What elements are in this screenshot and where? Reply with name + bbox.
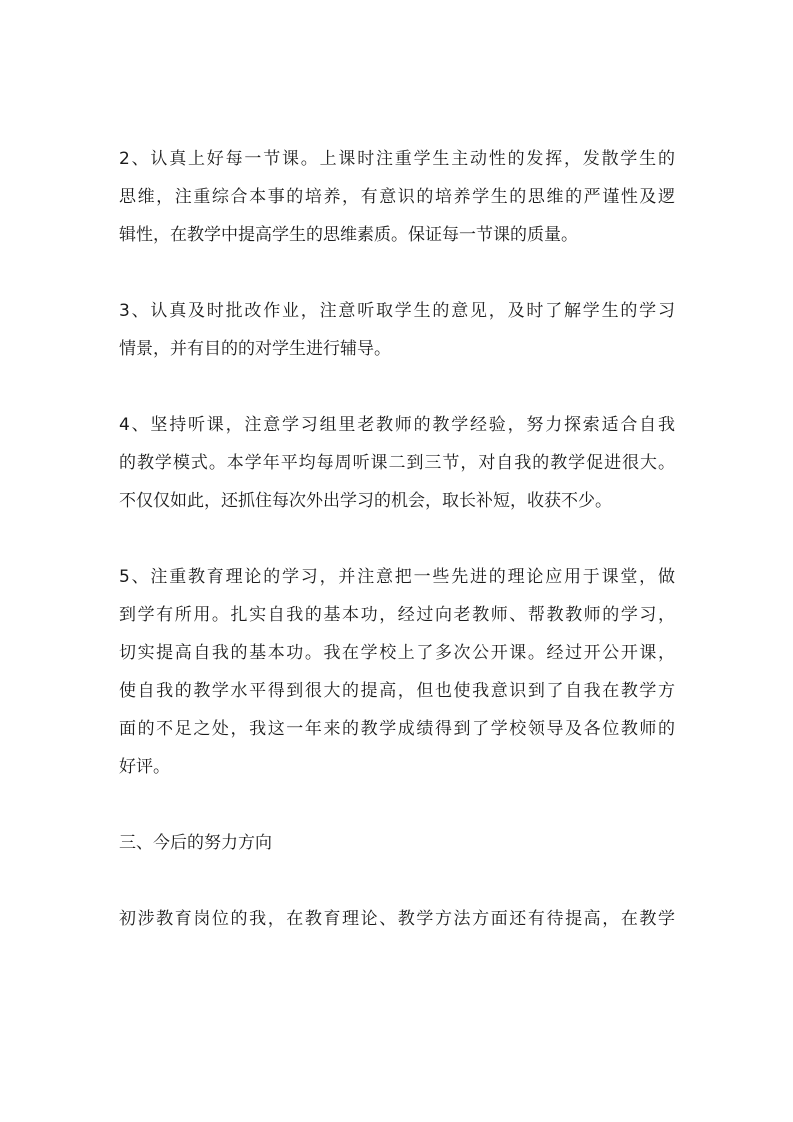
text-line: 的教学模式。本学年平均每周听课二到三节，对自我的教学促进很大。 (119, 453, 675, 473)
text-line: 4、坚持听课，注意学习组里老教师的教学经验，努力探索适合自我 (119, 415, 675, 435)
text-line: 3、认真及时批改作业，注意听取学生的意见，及时了解学生的学习 (119, 301, 675, 321)
closing-paragraph (119, 900, 675, 938)
text-line: 思维，注重综合本事的培养，有意识的培养学生的思维的严谨性及逻 (119, 187, 675, 207)
text-line: 到学有所用。扎实自我的基本功，经过向老教师、帮教教师的学习， (119, 605, 675, 625)
text-line: 切实提高自我的基本功。我在学校上了多次公开课。经过开公开课， (119, 643, 675, 663)
text-line: 辑性，在教学中提高学生的思维素质。保证每一节课的质量。 (119, 225, 578, 245)
paragraph-item-3 (119, 292, 675, 368)
text-line: 2、认真上好每一节课。上课时注重学生主动性的发挥，发散学生的 (119, 149, 675, 169)
text-line: 情景，并有目的的对学生进行辅导。 (119, 339, 391, 359)
text-line: 使自我的教学水平得到很大的提高，但也使我意识到了自我在教学方 (119, 681, 675, 701)
paragraph-item-2 (119, 140, 675, 254)
text-line: 5、注重教育理论的学习，并注意把一些先进的理论应用于课堂，做 (119, 567, 675, 587)
paragraph-item-5 (119, 558, 675, 786)
section-heading (119, 824, 675, 862)
document-body (119, 140, 675, 976)
text-line: 面的不足之处，我这一年来的教学成绩得到了学校领导及各位教师的 (119, 719, 675, 739)
text-line: 好评。 (119, 757, 170, 777)
paragraph-item-4 (119, 406, 675, 520)
text-line: 初涉教育岗位的我，在教育理论、教学方法方面还有待提高，在教学 (119, 909, 675, 929)
text-line: 不仅仅如此，还抓住每次外出学习的机会，取长补短，收获不少。 (119, 491, 612, 511)
section-heading-text: 三、今后的努力方向 (119, 833, 272, 853)
